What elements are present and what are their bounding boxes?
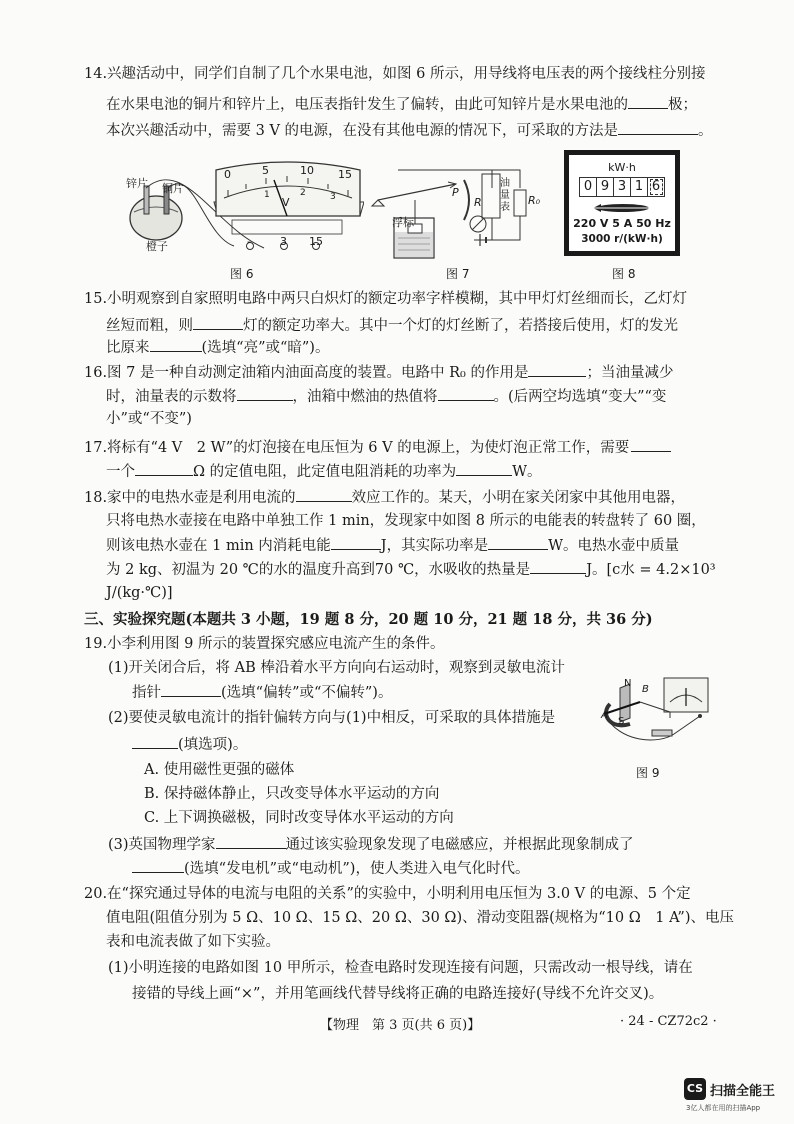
label-oil-gauge: 油量表 [500,178,510,213]
q16-line3: 小”或“不变”) [106,411,192,427]
q19-option-b[interactable]: B. 保持磁体静止，只改变导体水平运动的方向 [144,786,440,802]
q15-line2 [106,315,678,336]
q16-line1 [84,362,673,383]
q15-text: 比原来 [106,340,150,356]
unit-v: V [282,196,290,209]
answer-blank[interactable] [150,337,202,352]
q14-line3 [106,120,713,141]
q18-text: 18.家中的电热水壶是利用电流的 [84,490,296,506]
q20-line1: 20.在“探究通过导体的电流与电阻的关系”的实验中，小明利用电压恒为 3.0 V 的电源、5 个定 [84,886,691,902]
scale-inner-2: 2 [300,188,306,198]
fig9-label-a: A [601,710,608,721]
q17-text: 17.将标有“4 V 2 W”的灯泡接在电压恒为 6 V 的电源上，为使灯泡正常工作，需要 [84,440,630,456]
label-copper: 铜片 [162,182,184,195]
q18-line5: J/(kg·℃)] [106,585,173,601]
answer-blank[interactable] [132,858,184,873]
q15-text: 丝短而粗，则 [106,318,193,334]
q19-part2: (2)要使灵敏电流计的指针偏转方向与(1)中相反，可采取的具体措施是 [108,710,556,726]
answer-blank[interactable] [631,437,671,452]
answer-blank[interactable] [331,535,381,550]
q14-line1: 14.兴趣活动中，同学们自制了几个水果电池，如图 6 所示，用导线将电压表的两个接线柱分别接 [84,66,706,82]
q16-text: ，油箱中燃油的热值将 [292,389,438,405]
q19-option-a[interactable]: A. 使用磁性更强的磁体 [144,762,295,778]
answer-blank[interactable] [618,120,698,135]
meter-disc-icon [591,201,655,215]
q18-line4 [106,559,716,580]
figure-9-induction-setup [600,674,714,756]
q20-part1: (1)小明连接的电路如图 10 甲所示，检查电路时发现连接有问题，只需改动一根导线，请在 [108,960,693,976]
terminal-label-3: 3 [280,235,287,248]
q18-text: W。电热水壶中质量 [548,538,679,554]
meter-digit-decimal: 6 [648,177,665,197]
scale-inner-1: 1 [264,190,270,200]
page-footer: 【物理 第 3 页(共 6 页)】 [320,1018,481,1033]
label-r0: R₀ [528,194,541,207]
answer-blank[interactable] [216,834,286,849]
scale-5: 5 [262,164,269,177]
meter-rating: 220 V 5 A 50 Hz [573,217,671,230]
q14-text: 。 [698,123,713,139]
q18-text: 效应工作的。某天，小明在家关闭家中其他用电器， [351,490,686,506]
q17-text: 一个 [106,464,135,480]
figure-7-oil-gauge [368,160,546,264]
q15-text: (选填“亮”或“暗”)。 [201,340,330,356]
q17-line1 [84,437,671,458]
q19-part2-cont [132,734,247,755]
q20-line3: 表和电流表做了如下实验。 [106,934,280,950]
fig9-label-n: N [624,678,632,689]
q18-text: J。[c水 = 4.2×10³ [586,562,716,578]
figure-9-caption: 图 9 [636,766,660,780]
figure-7-caption: 图 7 [446,267,470,281]
answer-blank[interactable] [628,94,668,109]
fig9-label-s: S [618,716,625,727]
terminal-label-15: 15 [309,235,323,248]
q19-text: (3)英国物理学家 [108,837,216,853]
label-r: R [474,196,482,209]
q19-part1: (1)开关闭合后，将 AB 棒沿着水平方向向右运动时，观察到灵敏电流计 [108,660,565,676]
answer-blank[interactable] [528,362,586,377]
q19-text: 通过该实验现象发现了电磁感应，并根据此现象制成了 [285,837,634,853]
exam-code: · 24 - CZ72c2 · [620,1014,717,1029]
switch [652,730,672,736]
q15-line3 [106,337,329,358]
q14-line2 [106,94,697,115]
oil-gauge-box [482,174,500,218]
answer-blank[interactable] [438,386,494,401]
meter-digits [579,177,665,197]
meter-unit: kW·h [608,161,636,174]
q14-text: 在水果电池的铜片和锌片上，电压表指针发生了偏转，由此可知锌片是水果电池的 [106,97,628,113]
label-float: 浮标 [392,216,414,229]
variable-resistor-r [464,180,469,220]
figure-8-energy-meter [564,150,680,256]
q19-option-c[interactable]: C. 上下调换磁极，同时改变导体水平运动的方向 [144,810,454,826]
meter-digit: 1 [631,177,648,197]
q19-text: (选填“偏转”或“不偏转”)。 [221,685,393,701]
q19-text: (填选项)。 [178,737,248,753]
q20-line2: 值电阻(阻值分别为 5 Ω、10 Ω、15 Ω、20 Ω、30 Ω)、滑动变阻器(规格为“10 Ω 1 A”)、电压 [106,910,735,926]
section-3-heading: 三、实验探究题(本题共 3 小题，19 题 8 分，20 题 10 分，21 题 18 分，共 36 分) [84,611,653,628]
meter-digit: 0 [579,177,597,197]
lever-arm [378,184,456,200]
label-p: P [452,186,459,199]
meter-revs: 3000 r/(kW·h) [581,233,663,245]
q19-part3-cont [132,858,529,879]
answer-blank[interactable] [193,315,243,330]
q18-line1 [84,487,685,508]
answer-blank[interactable] [296,487,352,502]
q19-part3 [108,834,634,855]
answer-blank[interactable] [456,461,512,476]
q16-text: 16.图 7 是一种自动测定油箱内油面高度的装置。电路中 R₀ 的作用是 [84,365,529,381]
fig9-label-b: B [642,684,649,695]
q19-text: (选填“发电机”或“电动机”)，使人类进入电气化时代。 [184,861,530,877]
q17-text: W。 [512,464,542,480]
q17-line2 [106,461,542,482]
terminal-label-neg: - [247,235,251,248]
meter-digit: 9 [597,177,614,197]
scale-inner-3: 3 [330,192,336,202]
figure-6-fruit-battery [124,156,364,278]
answer-blank[interactable] [135,461,193,476]
q20-part1-cont: 接错的导线上画“×”，并用笔画线代替导线将正确的电路连接好(导线不允许交叉)。 [132,986,664,1002]
answer-blank[interactable] [161,682,221,697]
answer-blank[interactable] [530,559,586,574]
q16-text: 时，油量表的示数将 [106,389,237,405]
figure-8-caption: 图 8 [612,267,636,281]
label-zinc: 锌片 [126,177,148,190]
scanner-logo-icon: CS [684,1078,706,1100]
q18-text: 则该电热水壶在 1 min 内消耗电能 [106,538,331,554]
q15-line1: 15.小明观察到自家照明电路中两只白炽灯的额定功率字样模糊，其中甲灯灯丝细而长，乙灯灯 [84,291,688,307]
meter-digit: 3 [614,177,631,197]
orange-shape [130,196,182,240]
scale-10: 10 [300,164,314,177]
scale-0: 0 [224,168,231,181]
answer-blank[interactable] [488,535,548,550]
scale-15: 15 [338,168,352,181]
q14-text: 本次兴趣活动中，需要 3 V 的电源，在没有其他电源的情况下，可采取的方法是 [106,123,619,139]
answer-blank[interactable] [237,386,293,401]
q17-text: Ω 的定值电阻，此定值电阻消耗的功率为 [193,464,457,480]
q16-text: 。(后两空均选填“变大”“变 [493,389,667,405]
q19-part1-cont [132,682,392,703]
q18-text: 为 2 kg、初温为 20 ℃的水的温度升高到70 ℃，水吸收的热量是 [106,562,531,578]
resistor-r0 [514,190,526,216]
answer-blank[interactable] [132,734,178,749]
q18-text: J，其实际功率是 [380,538,489,554]
q16-line2 [106,386,666,407]
scanner-slogan: 3亿人都在用的扫描App [686,1104,761,1112]
q15-text: 灯的额定功率大。其中一个灯的灯丝断了，若搭接后使用，灯的发光 [243,318,678,334]
q14-text: 极； [668,97,697,113]
q18-line3 [106,535,679,556]
q19-text: 指针 [132,685,161,701]
scanner-app-name: 扫描全能王 [710,1084,776,1099]
figure-6-caption: 图 6 [230,267,254,281]
q19-line1: 19.小李利用图 9 所示的装置探究感应电流产生的条件。 [84,636,445,652]
q18-line2: 只将电热水壶接在电路中单独工作 1 min，发现家中如图 8 所示的电能表的转盘转了 60 圈， [106,513,706,529]
label-orange: 橙子 [146,240,168,253]
q16-text: ；当油量减少 [586,365,674,381]
